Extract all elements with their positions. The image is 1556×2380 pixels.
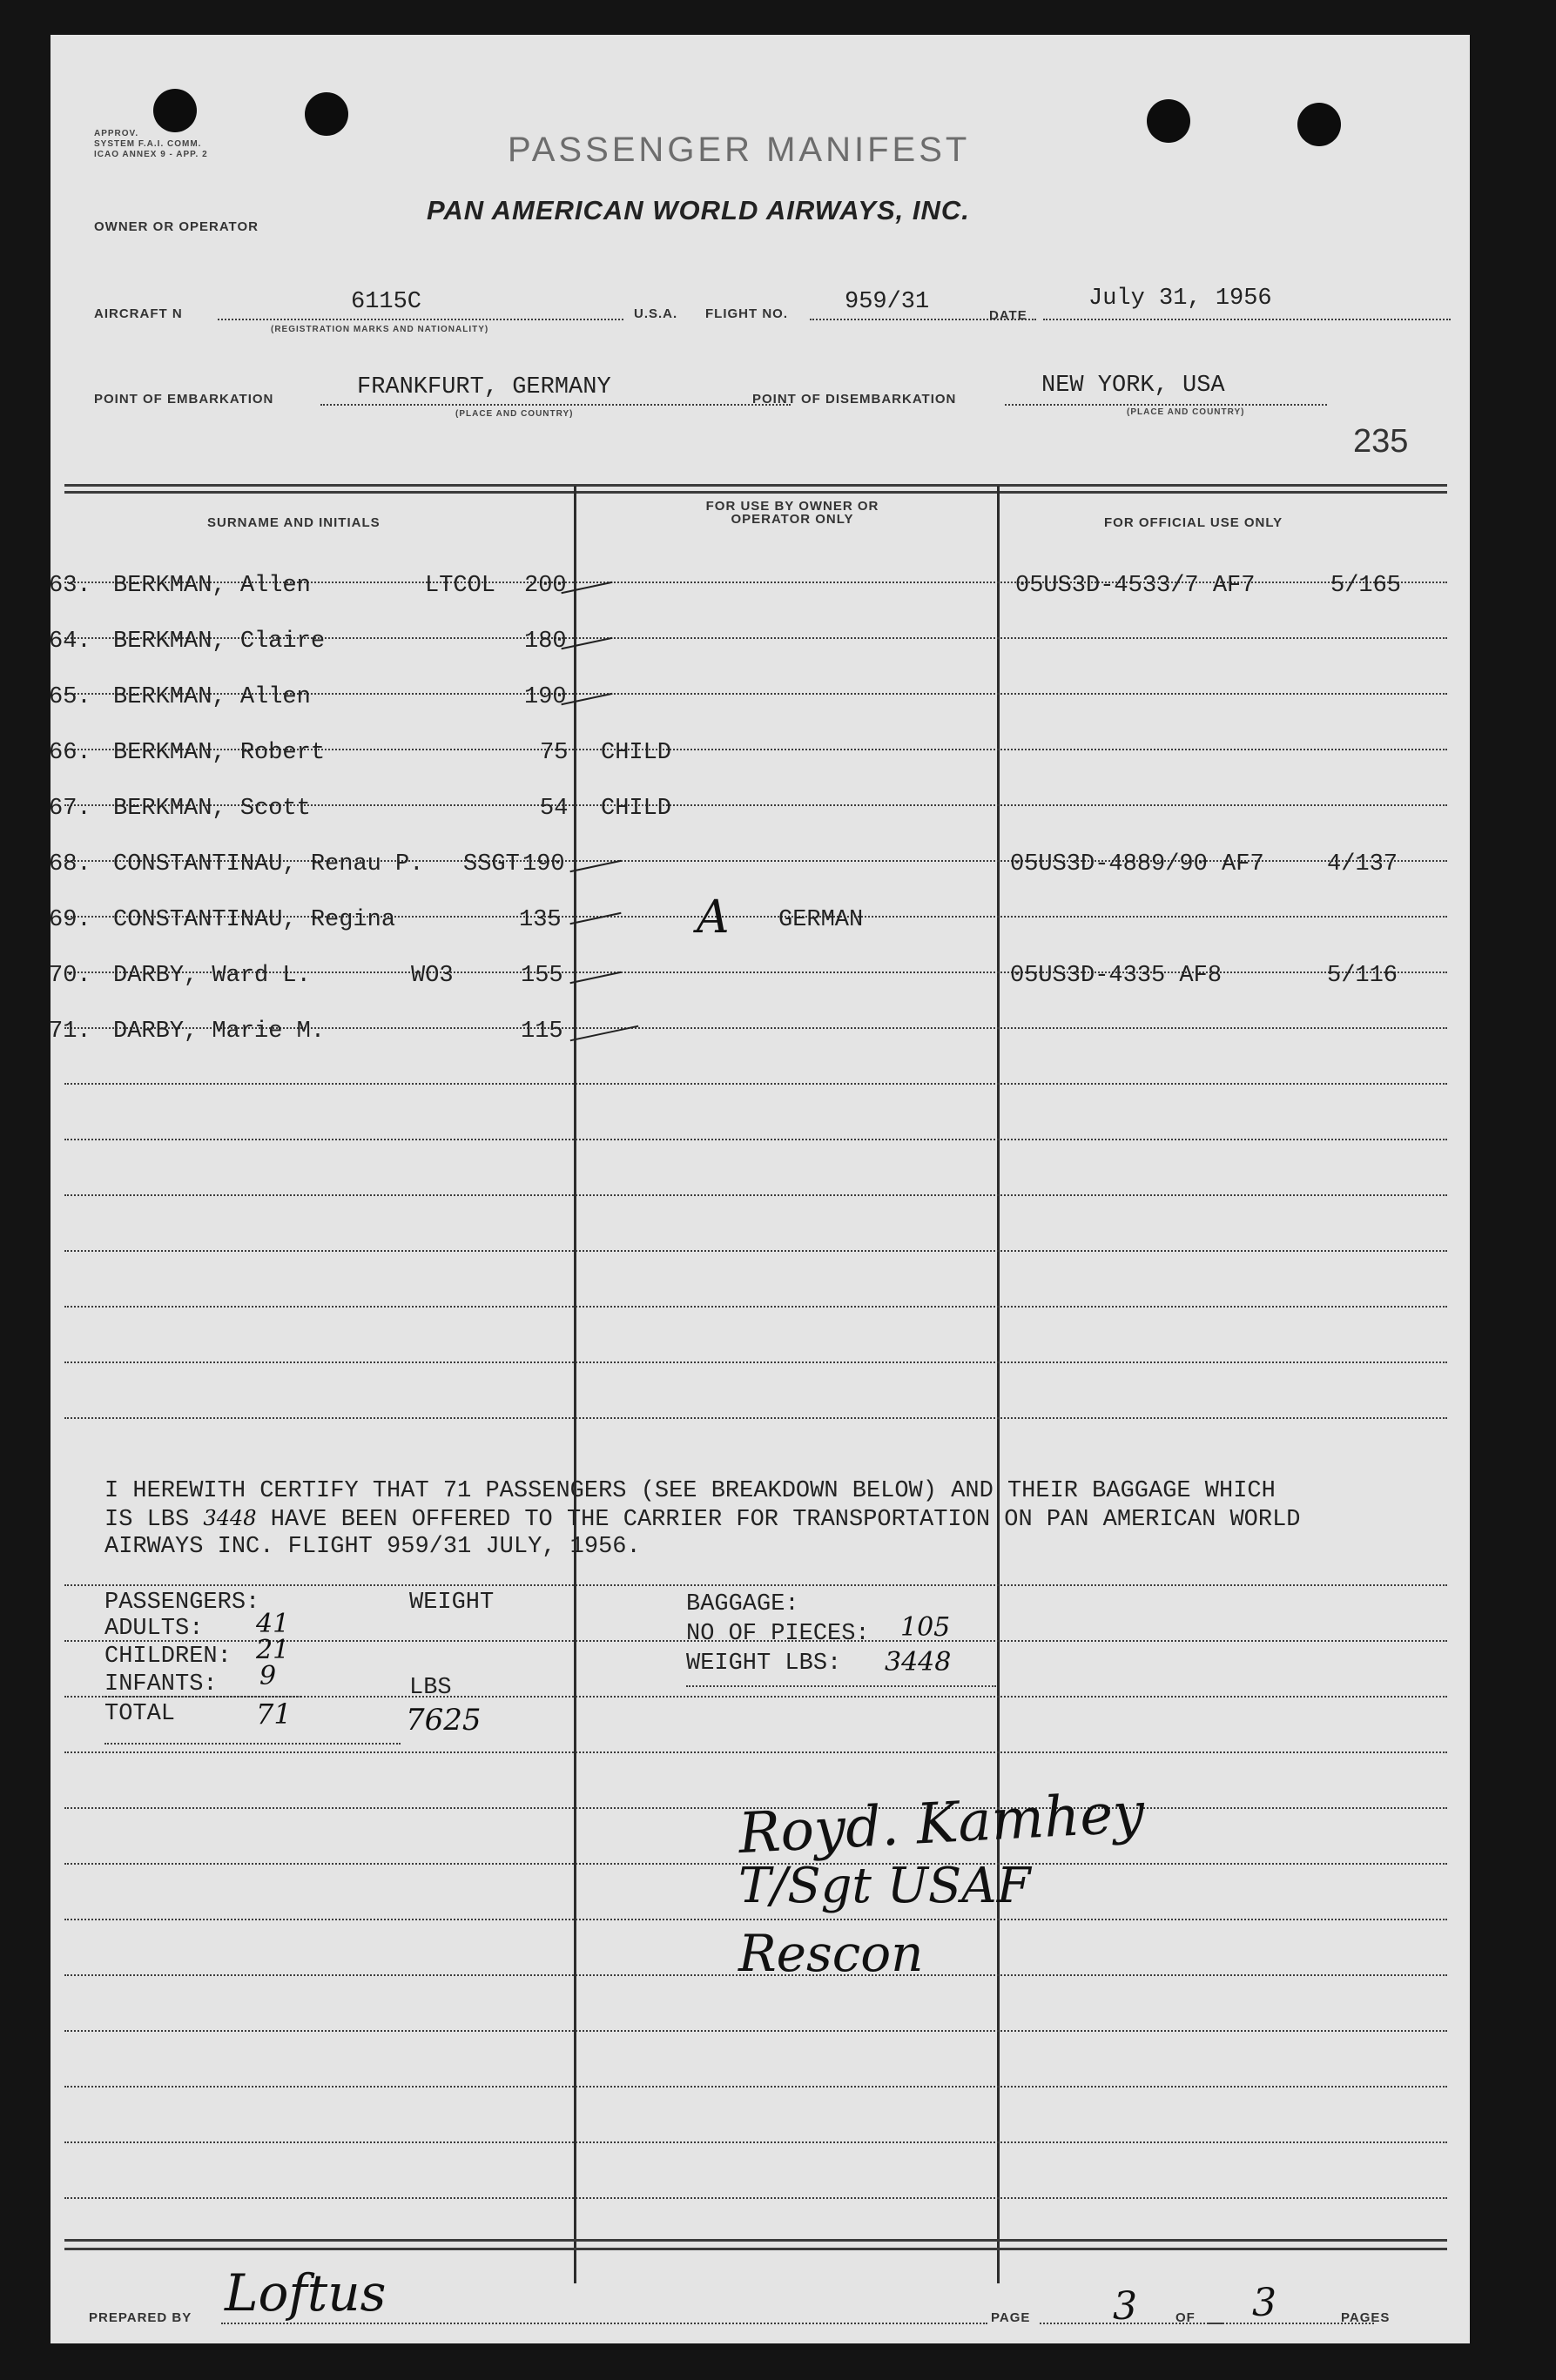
ruled-line — [64, 1194, 1447, 1196]
manifest-form — [51, 35, 1470, 2343]
punch-hole — [1297, 103, 1341, 146]
adults-value: 41 — [256, 1609, 290, 1639]
passenger-weight: 200 — [524, 573, 567, 599]
disembark-value: NEW YORK, USA — [1041, 373, 1225, 399]
passenger-name: BERKMAN, Scott — [113, 796, 311, 822]
flight-value: 959/31 — [845, 289, 930, 315]
ruled-line — [64, 2030, 1447, 2032]
date-label: DATE — [989, 308, 1027, 323]
signature-rank: T/Sgt USAF — [738, 1858, 1031, 1914]
pieces-label: NO OF PIECES: — [686, 1621, 870, 1647]
date-underline — [1043, 319, 1451, 320]
passenger-name: DARBY, Ward L. — [113, 963, 311, 989]
column-header-official-use: FOR OFFICIAL USE ONLY — [1104, 515, 1283, 530]
weight-lbs-value: 3448 — [885, 1647, 952, 1677]
children-label: CHILDREN: — [104, 1644, 232, 1670]
passenger-note: CHILD — [601, 796, 672, 822]
passenger-weight: 135 — [519, 907, 562, 933]
passenger-rank: WO3 — [411, 963, 454, 989]
column-header-owner-use-text: FOR USE BY OWNER OR OPERATOR ONLY — [705, 499, 879, 527]
passenger-name: BERKMAN, Allen — [113, 684, 311, 710]
certification-text: IS LBS — [104, 1507, 190, 1533]
row-number: 71. — [49, 1019, 91, 1045]
row-number: 66. — [49, 740, 91, 766]
of-value: 3 — [1252, 2281, 1276, 2325]
flight-label: FLIGHT NO. — [705, 306, 788, 321]
column-header-owner-use — [679, 500, 906, 526]
ruled-line — [64, 1919, 1447, 1920]
page-value: 3 — [1113, 2284, 1137, 2329]
registration-note: (REGISTRATION MARKS AND NATIONALITY) — [271, 325, 489, 334]
agency-note-line: ICAO ANNEX 9 - APP. 2 — [94, 150, 208, 159]
passenger-name: CONSTANTINAU, Regina — [113, 907, 396, 933]
total-label: TOTAL — [104, 1701, 176, 1727]
column-header-surname: SURNAME AND INITIALS — [207, 515, 381, 530]
certification-text: HAVE BEEN OFFERED TO THE CARRIER FOR TRANSPORTATION ON PAN AMERICAN WORLD — [270, 1507, 1301, 1533]
ruled-line — [64, 2141, 1447, 2143]
passenger-rank: LTCOL — [425, 573, 496, 599]
check-stroke — [561, 693, 612, 705]
certification-handwritten-weight: 3448 — [203, 1506, 257, 1530]
row-number: 65. — [49, 684, 91, 710]
passenger-note: CHILD — [601, 740, 672, 766]
ruled-line — [64, 1751, 1447, 1753]
adults-label: ADULTS: — [104, 1616, 204, 1642]
usa-label: U.S.A. — [634, 306, 678, 321]
official-ref: 5/116 — [1327, 963, 1398, 989]
ruled-line — [64, 2197, 1447, 2199]
passenger-weight: 190 — [522, 851, 565, 877]
certification-line — [104, 1506, 1301, 1533]
punch-hole — [1147, 99, 1190, 143]
prepared-label: PREPARED BY — [89, 2310, 192, 2325]
check-stroke — [561, 637, 612, 649]
check-stroke — [561, 582, 612, 594]
row-number: 69. — [49, 907, 91, 933]
of-label: OF — [1175, 2310, 1196, 2325]
weight-label: WEIGHT — [409, 1590, 495, 1616]
passenger-row — [51, 836, 1470, 891]
passenger-row — [51, 780, 1470, 836]
embark-value: FRANKFURT, GERMANY — [357, 374, 611, 400]
passenger-weight: 54 — [540, 796, 569, 822]
summary-rule — [686, 1685, 996, 1687]
agency-note-line: APPROV. — [94, 129, 139, 138]
row-number: 67. — [49, 796, 91, 822]
ruled-line — [64, 1250, 1447, 1252]
owner-label: OWNER OR OPERATOR — [94, 219, 259, 234]
embark-label: POINT OF EMBARKATION — [94, 392, 274, 407]
page-stamp: 235 — [1353, 423, 1409, 460]
pages-label: PAGES — [1341, 2310, 1391, 2325]
official-entry: 05US3D-4889/90 AF7 — [1010, 851, 1264, 877]
passenger-row — [51, 947, 1470, 1003]
check-stroke — [569, 971, 621, 984]
baggage-label: BAGGAGE: — [686, 1591, 799, 1617]
official-entry: 05US3D-4533/7 AF7 — [1015, 573, 1256, 599]
official-ref: 5/165 — [1330, 573, 1402, 599]
certification-line: AIRWAYS INC. FLIGHT 959/31 JULY, 1956. — [104, 1534, 641, 1560]
passenger-weight: 180 — [524, 629, 567, 655]
punch-hole — [305, 92, 348, 136]
pieces-value: 105 — [900, 1612, 951, 1643]
date-value: July 31, 1956 — [1088, 286, 1272, 312]
disembark-underline — [1005, 404, 1327, 406]
embark-underline — [320, 404, 791, 406]
form-title: PASSENGER MANIFEST — [508, 131, 971, 169]
total-value: 71 — [256, 1698, 292, 1731]
total-weight: 7625 — [406, 1703, 482, 1738]
page-label: PAGE — [991, 2310, 1031, 2325]
passenger-weight: 115 — [521, 1019, 563, 1045]
aircraft-underline — [218, 319, 623, 320]
aircraft-value: 6115C — [351, 289, 422, 315]
agency-note — [94, 129, 208, 160]
punch-hole — [153, 89, 197, 132]
passenger-rank: SSGT — [463, 851, 520, 877]
passenger-row — [51, 891, 1470, 947]
agency-note-line: SYSTEM F.A.I. COMM. — [94, 139, 202, 149]
ruled-line — [64, 1417, 1447, 1419]
prepared-underline — [221, 2323, 987, 2324]
passenger-row — [51, 613, 1470, 669]
place-note: (PLACE AND COUNTRY) — [1127, 407, 1245, 417]
lbs-label: LBS — [409, 1675, 452, 1701]
passenger-name: CONSTANTINAU, Renau P. — [113, 851, 424, 877]
passenger-weight: 190 — [524, 684, 567, 710]
passenger-note: GERMAN — [778, 907, 864, 933]
ruled-line — [64, 1584, 1447, 1586]
handwritten-mark: A — [697, 891, 730, 944]
passenger-name: BERKMAN, Allen — [113, 573, 311, 599]
row-number: 63. — [49, 573, 91, 599]
check-stroke — [570, 1025, 639, 1042]
passenger-row — [51, 724, 1470, 780]
certification-line: I HEREWITH CERTIFY THAT 71 PASSENGERS (SEE BREAKDOWN BELOW) AND THEIR BAGGAGE WHICH — [104, 1478, 1276, 1504]
aircraft-label: AIRCRAFT N — [94, 306, 183, 321]
footer-rule — [64, 2248, 1447, 2250]
signature-unit: Rescon — [738, 1924, 924, 1983]
infants-value: 9 — [259, 1661, 277, 1691]
header-rule — [64, 484, 1447, 487]
ruled-line — [64, 2086, 1447, 2088]
ruled-line — [64, 1083, 1447, 1085]
ruled-line — [64, 1361, 1447, 1363]
infants-label: INFANTS: — [104, 1671, 218, 1698]
weight-lbs-label: WEIGHT LBS: — [686, 1651, 842, 1677]
place-note: (PLACE AND COUNTRY) — [455, 409, 574, 419]
passenger-name: DARBY, Marie M. — [113, 1019, 326, 1045]
signature-name: Royd. Kamhey — [737, 1780, 1147, 1867]
official-ref: 4/137 — [1327, 851, 1398, 877]
passengers-label: PASSENGERS: — [104, 1590, 260, 1616]
row-number: 64. — [49, 629, 91, 655]
passenger-row — [51, 669, 1470, 724]
row-number: 70. — [49, 963, 91, 989]
ruled-line — [64, 1139, 1447, 1140]
official-entry: 05US3D-4335 AF8 — [1010, 963, 1223, 989]
carrier-name: PAN AMERICAN WORLD AIRWAYS, INC. — [427, 195, 970, 225]
prepared-signature: Loftus — [225, 2263, 387, 2323]
passenger-weight: 155 — [521, 963, 563, 989]
passenger-name: BERKMAN, Robert — [113, 740, 326, 766]
ruled-line — [64, 1306, 1447, 1308]
children-value: 21 — [256, 1635, 290, 1665]
passenger-weight: 75 — [540, 740, 569, 766]
row-number: 68. — [49, 851, 91, 877]
check-stroke — [569, 860, 621, 872]
passenger-row — [51, 1003, 1470, 1059]
disembark-label: POINT OF DISEMBARKATION — [752, 392, 957, 407]
passenger-name: BERKMAN, Claire — [113, 629, 326, 655]
check-stroke — [569, 912, 621, 924]
header-rule — [64, 491, 1447, 494]
summary-rule — [104, 1743, 401, 1745]
footer-rule — [64, 2239, 1447, 2242]
passenger-row — [51, 557, 1470, 613]
